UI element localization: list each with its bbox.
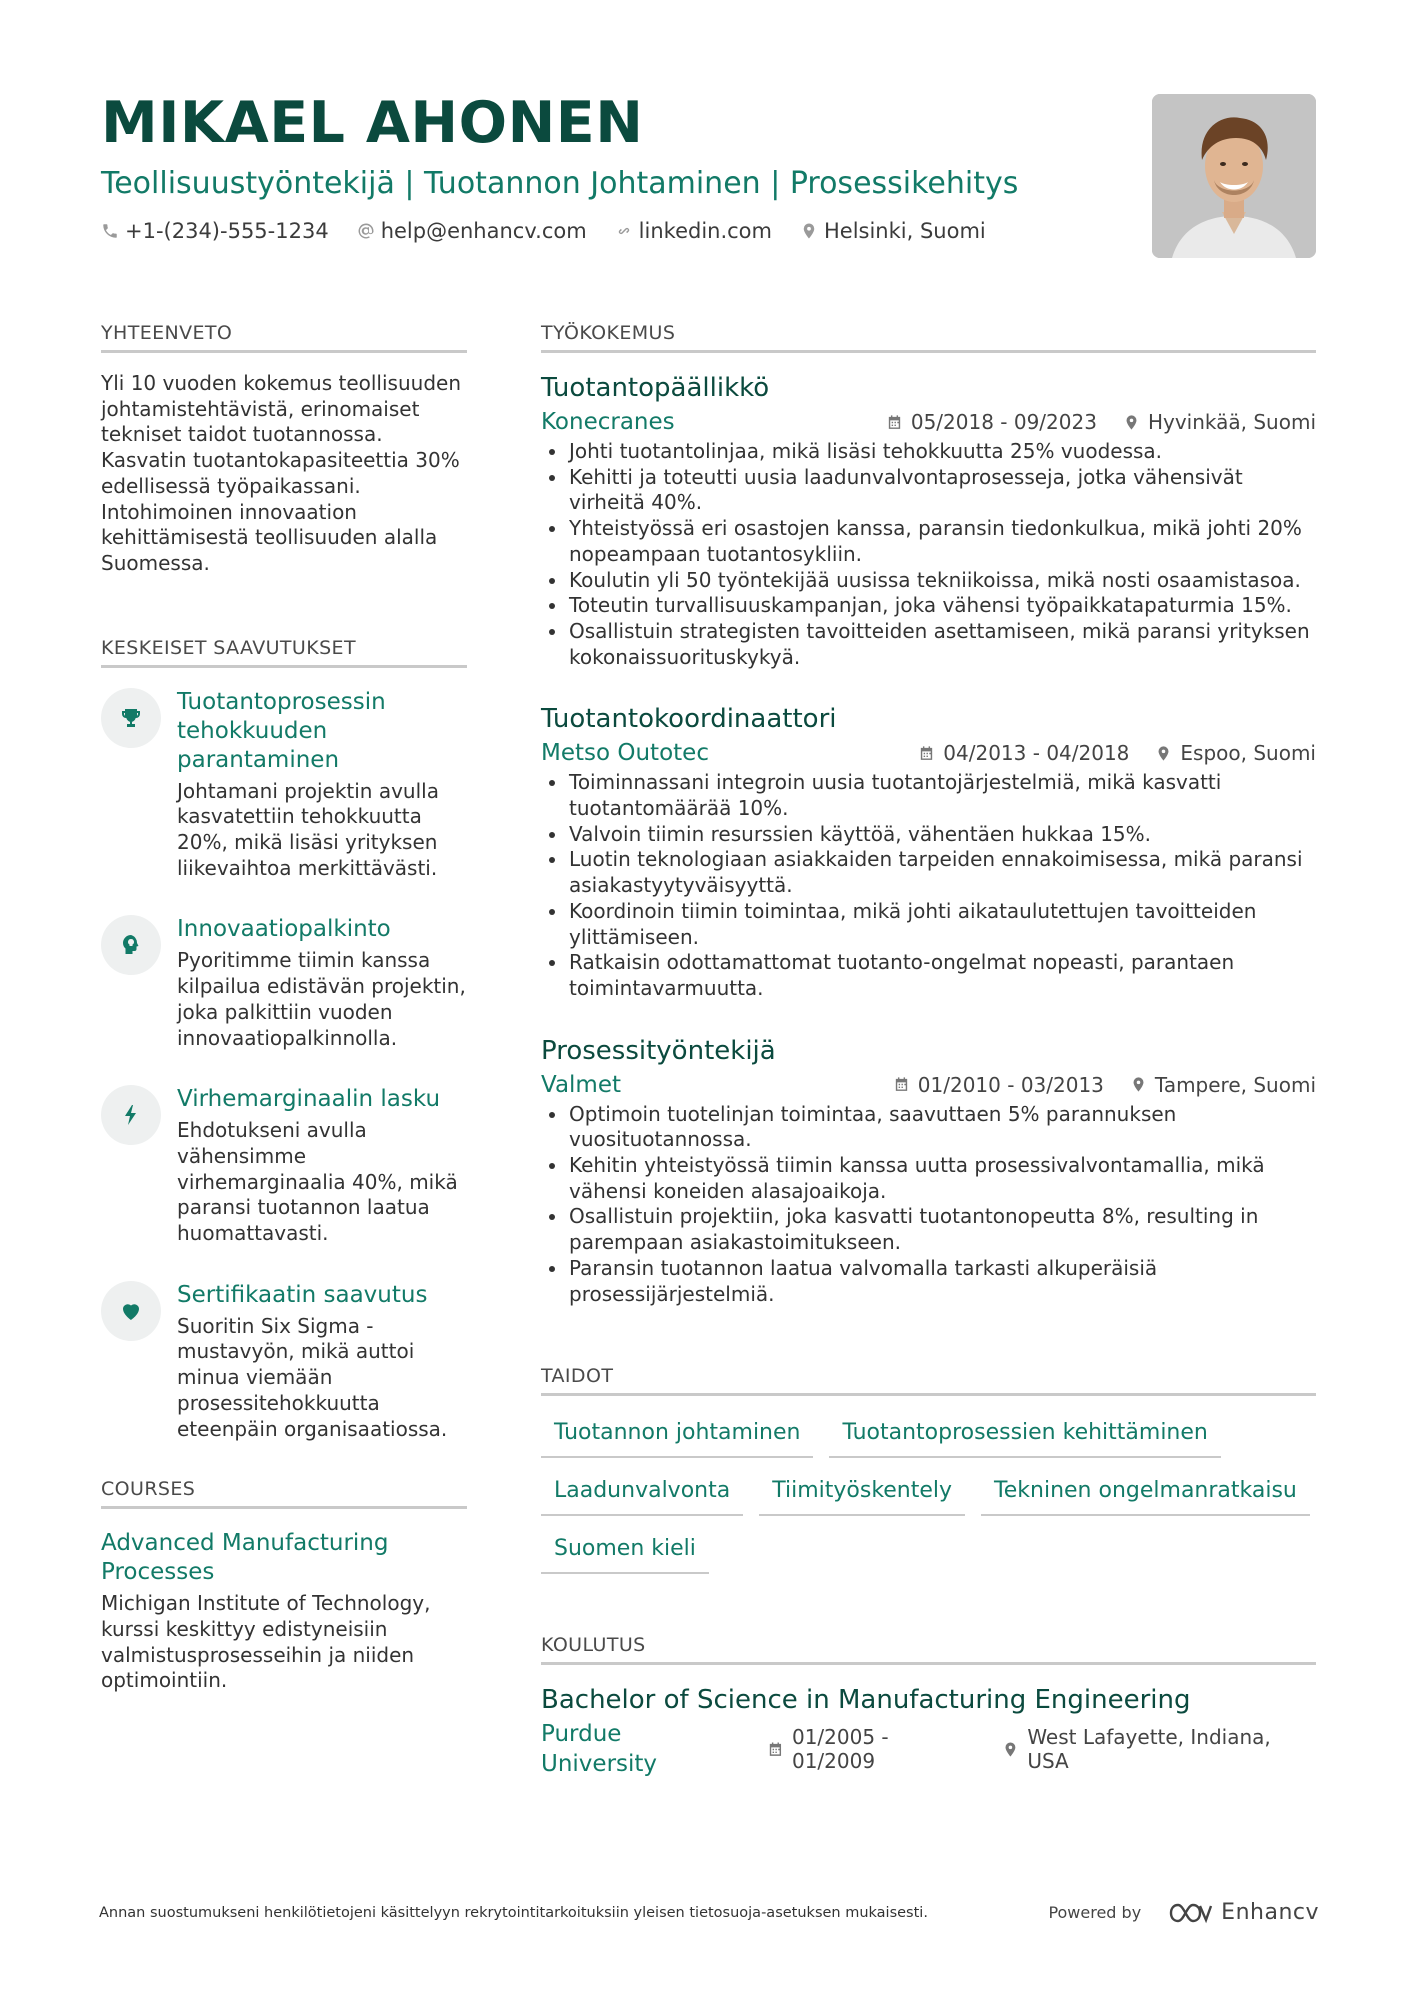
course-title: Advanced Manufacturing Processes [101,1530,389,1586]
education-section [541,1632,1316,1779]
job-location: Tampere, Suomi [1154,1072,1316,1097]
job-bullets [541,770,1316,1001]
job-company: Metso Outotec [541,740,709,767]
job-company: Valmet [541,1071,622,1098]
job-bullets [541,439,1316,670]
achievement-item [101,1281,467,1443]
phone-text: +1-(234)-555-1234 [125,219,329,243]
skills-heading: TAIDOT [541,1363,1316,1396]
courses-heading: COURSES [101,1476,467,1509]
education-heading: KOULUTUS [541,1632,1316,1665]
skill-tag: Laadunvalvonta [541,1474,743,1516]
job-dates: 04/2013 - 04/2018 [943,741,1130,766]
achievement-title: Innovaatiopalkinto [177,916,391,943]
experience-heading: TYÖKOKEMUS [541,320,1316,353]
email-text: help@enhancv.com [380,219,587,243]
job-title: Prosessityöntekijä [541,1035,776,1066]
bullet-item: Koordinoin tiimin toimintaa, mikä johti aikataulutettujen tavoitteiden ylittämiseen. [541,899,1316,950]
job-location: Espoo, Suomi [1180,741,1316,766]
job-location: Hyvinkää, Suomi [1147,410,1316,434]
education-degree: Bachelor of Science in Manufacturing Engineering [541,1685,1191,1716]
gdpr-consent-text: Annan suostumukseni henkilötietojeni käsittelyyn rekrytointitarkoituksiin yleisen tietosuoja-asetuksen mukaisesti. [99,1904,928,1921]
at-sign-icon [357,222,375,240]
candidate-title: Teollisuustyöntekijä | Tuotannon Johtaminen | Prosessikehitys [101,166,1019,201]
portrait-illustration [1152,94,1316,258]
enhancv-logo[interactable] [1167,1900,1319,1925]
contact-phone[interactable] [101,216,329,246]
link-icon [615,222,633,240]
bullet-item: Osallistuin projektiin, joka kasvatti tuotantonopeutta 8%, resulting in parempaan asiakastoimitukseen. [541,1204,1316,1255]
bullet-item: Optimoin tuotelinjan toimintaa, saavuttaen 5% parannuksen vuosituotannossa. [541,1102,1316,1153]
achievement-desc: Pyoritimme tiimin kanssa kilpailua edistävän projektin, joka palkittiin vuoden innovaatiopalkinnolla. [177,948,466,1050]
trophy-icon [119,706,143,730]
achievement-title: Sertifikaatin saavutus [177,1281,428,1308]
resume-header [101,90,1161,246]
bullet-item: Paransin tuotannon laatua valvomalla tarkasti alkuperäisiä prosessijärjestelmiä. [541,1256,1316,1307]
map-pin-icon [1002,1741,1019,1758]
map-pin-icon [1130,1076,1147,1093]
bullet-item: Koulutin yli 50 työntekijää uusissa tekniikoissa, mikä nosti osaamistasoa. [541,568,1316,594]
brand-name: Enhancv [1221,1900,1319,1925]
map-pin-icon [1155,745,1172,762]
candidate-name: MIKAEL AHONEN [101,90,644,156]
contact-linkedin[interactable] [615,216,772,246]
job-entry [541,1034,1316,1308]
achievement-desc: Suoritin Six Sigma -mustavyön, mikä auttoi minua viemään prosessitehokkuutta eteenpäin organisaatiossa. [177,1313,448,1441]
map-pin-icon [800,222,818,240]
bullet-item: Ratkaisin odottamattomat tuotanto-ongelmat nopeasti, parantaen toimintavarmuutta. [541,950,1316,1001]
bullet-item: Kehitin yhteistyössä tiimin kanssa uutta prosessivalvontamallia, mikä vähensi koneiden alasajoaikoja. [541,1153,1316,1204]
achievement-desc: Johtamani projektin avulla kasvatettiin tehokkuutta 20%, mikä lisäsi yrityksen liikevaihtoa merkittävästi. [177,778,439,880]
page-footer [99,1900,1319,1925]
summary-heading: YHTEENVETO [101,320,467,353]
skills-list [541,1416,1316,1574]
experience-section [541,320,1316,1307]
achievements-section [101,635,467,1443]
contact-email[interactable] [357,216,587,246]
summary-text: Yli 10 vuoden kokemus teollisuuden johtamistehtävistä, erinomaiset tekniset taidot tuotannossa. Kasvatin tuotantokapasiteettia 30% edellisessä työpaikassani. Intohimoinen innovaation kehittämisestä teollisuuden alalla Suomessa. [101,371,461,575]
job-dates: 05/2018 - 09/2023 [910,410,1097,434]
job-company: Konecranes [541,409,675,435]
lightbulb-head-icon [119,933,143,957]
achievement-item [101,915,467,1051]
job-bullets [541,1102,1316,1308]
calendar-icon [893,1076,910,1093]
enhancv-mark-icon [1167,1901,1213,1925]
skill-tag: Suomen kieli [541,1532,709,1574]
bullet-item: Valvoin tiimin resurssien käyttöä, vähentäen hukkaa 15%. [541,822,1316,848]
bullet-item: Toiminnassani integroin uusia tuotantojärjestelmiä, mikä kasvatti tuotantomäärää 10%. [541,770,1316,821]
summary-section [101,320,467,577]
left-column [101,320,467,1694]
courses-section [101,1476,467,1694]
powered-by-label: Powered by [1048,1903,1142,1922]
job-entry [541,702,1316,1001]
job-dates: 01/2010 - 03/2013 [917,1072,1104,1097]
achievement-item [101,1085,467,1247]
job-title: Tuotantokoordinaattori [541,704,837,735]
contact-bar [101,216,1161,246]
achievement-title: Virhemarginaalin lasku [177,1086,441,1113]
bullet-item: Luotin teknologiaan asiakkaiden tarpeiden ennakoimisessa, mikä paransi asiakastyytyväisyyttä. [541,847,1316,898]
profile-photo [1152,94,1316,258]
education-school: Purdue University [541,1721,658,1778]
location-text: Helsinki, Suomi [823,219,986,243]
phone-icon [101,222,119,240]
lightning-bolt-icon [119,1103,143,1127]
bullet-item: Osallistuin strategisten tavoitteiden asettamiseen, mikä paransi yrityksen kokonaissuorituskykyä. [541,619,1316,670]
heart-icon [119,1299,143,1323]
right-column [541,320,1316,1779]
contact-location [800,216,986,246]
achievement-item [101,688,467,882]
achievements-heading: KESKEISET SAAVUTUKSET [101,635,467,668]
calendar-icon [918,745,935,762]
calendar-icon [886,414,903,431]
education-location: West Lafayette, Indiana, USA [1027,1725,1271,1774]
course-desc: Michigan Institute of Technology, kurssi keskittyy edistyneisiin valmistusprosesseihin ja niiden optimointiin. [101,1591,431,1693]
map-pin-icon [1123,414,1140,431]
bullet-item: Johti tuotantolinjaa, mikä lisäsi tehokkuutta 25% vuodessa. [541,439,1316,465]
skill-tag: Tuotantoprosessien kehittäminen [829,1416,1220,1458]
skills-section [541,1363,1316,1574]
bullet-item: Yhteistyössä eri osastojen kanssa, paransin tiedonkulkua, mikä johti 20% nopeampaan tuotantosykliin. [541,516,1316,567]
job-entry [541,371,1316,670]
skill-tag: Tiimityöskentely [759,1474,965,1516]
skill-tag: Tekninen ongelmanratkaisu [981,1474,1310,1516]
calendar-icon [767,1741,784,1758]
achievement-desc: Ehdotukseni avulla vähensimme virhemarginaalia 40%, mikä paransi tuotannon laatua huomattavasti. [177,1118,458,1246]
skill-tag: Tuotannon johtaminen [541,1416,813,1458]
education-dates: 01/2005 - 01/2009 [791,1725,889,1774]
job-title: Tuotantopäällikkö [541,373,770,403]
linkedin-text: linkedin.com [638,219,772,243]
bullet-item: Kehitti ja toteutti uusia laadunvalvontaprosesseja, jotka vähensivät virheitä 40%. [541,465,1316,516]
achievement-title: Tuotantoprosessin tehokkuuden parantaminen [177,688,386,773]
bullet-item: Toteutin turvallisuuskampanjan, joka vähensi työpaikkatapaturmia 15%. [541,593,1316,619]
